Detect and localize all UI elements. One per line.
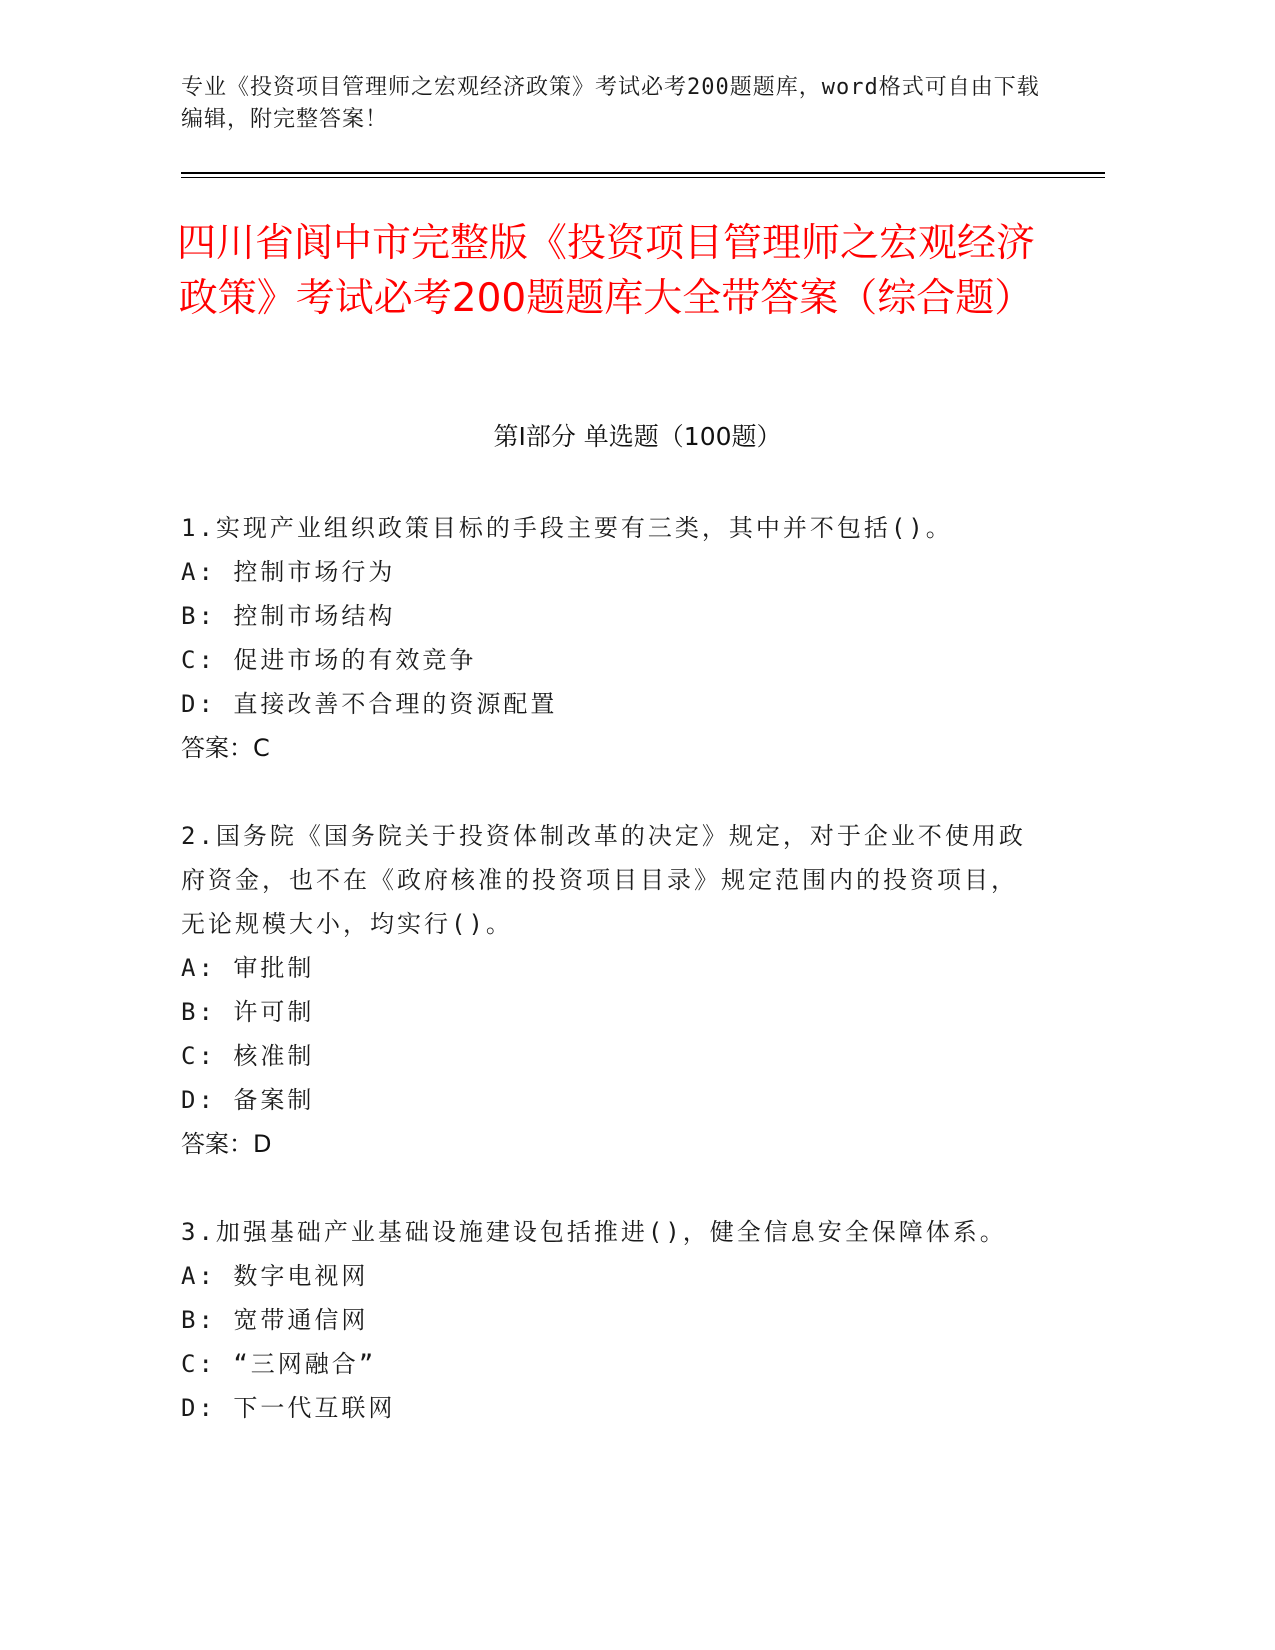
question-3	[181, 1210, 1031, 1430]
question-stem: 1.实现产业组织政策目标的手段主要有三类，其中并不包括()。	[181, 514, 953, 542]
question-2	[181, 814, 1031, 1166]
option-d: D: 直接改善不合理的资源配置	[181, 690, 558, 718]
header-rule-thin	[181, 177, 1105, 178]
option-b: B: 许可制	[181, 998, 315, 1026]
option-c: C: “三网融合”	[181, 1350, 377, 1378]
question-list	[181, 506, 1031, 1474]
header-rule-thick	[181, 172, 1105, 174]
question-answer: 答案：D	[181, 1130, 272, 1158]
option-d: D: 下一代互联网	[181, 1394, 396, 1422]
section-title: 第Ⅰ部分 单选题（100题）	[493, 422, 782, 451]
option-c: C: 促进市场的有效竞争	[181, 646, 477, 674]
question-stem: 2.国务院《国务院关于投资体制改革的决定》规定，对于企业不使用政府资金，也不在《政府核准的投资项目目录》规定范围内的投资项目，无论规模大小，均实行()。	[181, 822, 1026, 938]
document-title: 四川省阆中市完整版《投资项目管理师之宏观经济政策》考试必考200题题库大全带答案（综合题）	[176, 221, 1035, 321]
option-b: B: 宽带通信网	[181, 1306, 369, 1334]
option-a: A: 数字电视网	[181, 1262, 369, 1290]
option-a: A: 审批制	[181, 954, 315, 982]
option-c: C: 核准制	[181, 1042, 315, 1070]
option-b: B: 控制市场结构	[181, 602, 396, 630]
question-1	[181, 506, 1031, 770]
option-d: D: 备案制	[181, 1086, 315, 1114]
question-stem: 3.加强基础产业基础设施建设包括推进()，健全信息安全保障体系。	[181, 1218, 1007, 1246]
header-note: 专业《投资项目管理师之宏观经济政策》考试必考200题题库，word格式可自由下载编辑，附完整答案！	[181, 75, 1040, 132]
question-answer: 答案：C	[181, 734, 270, 762]
option-a: A: 控制市场行为	[181, 558, 396, 586]
